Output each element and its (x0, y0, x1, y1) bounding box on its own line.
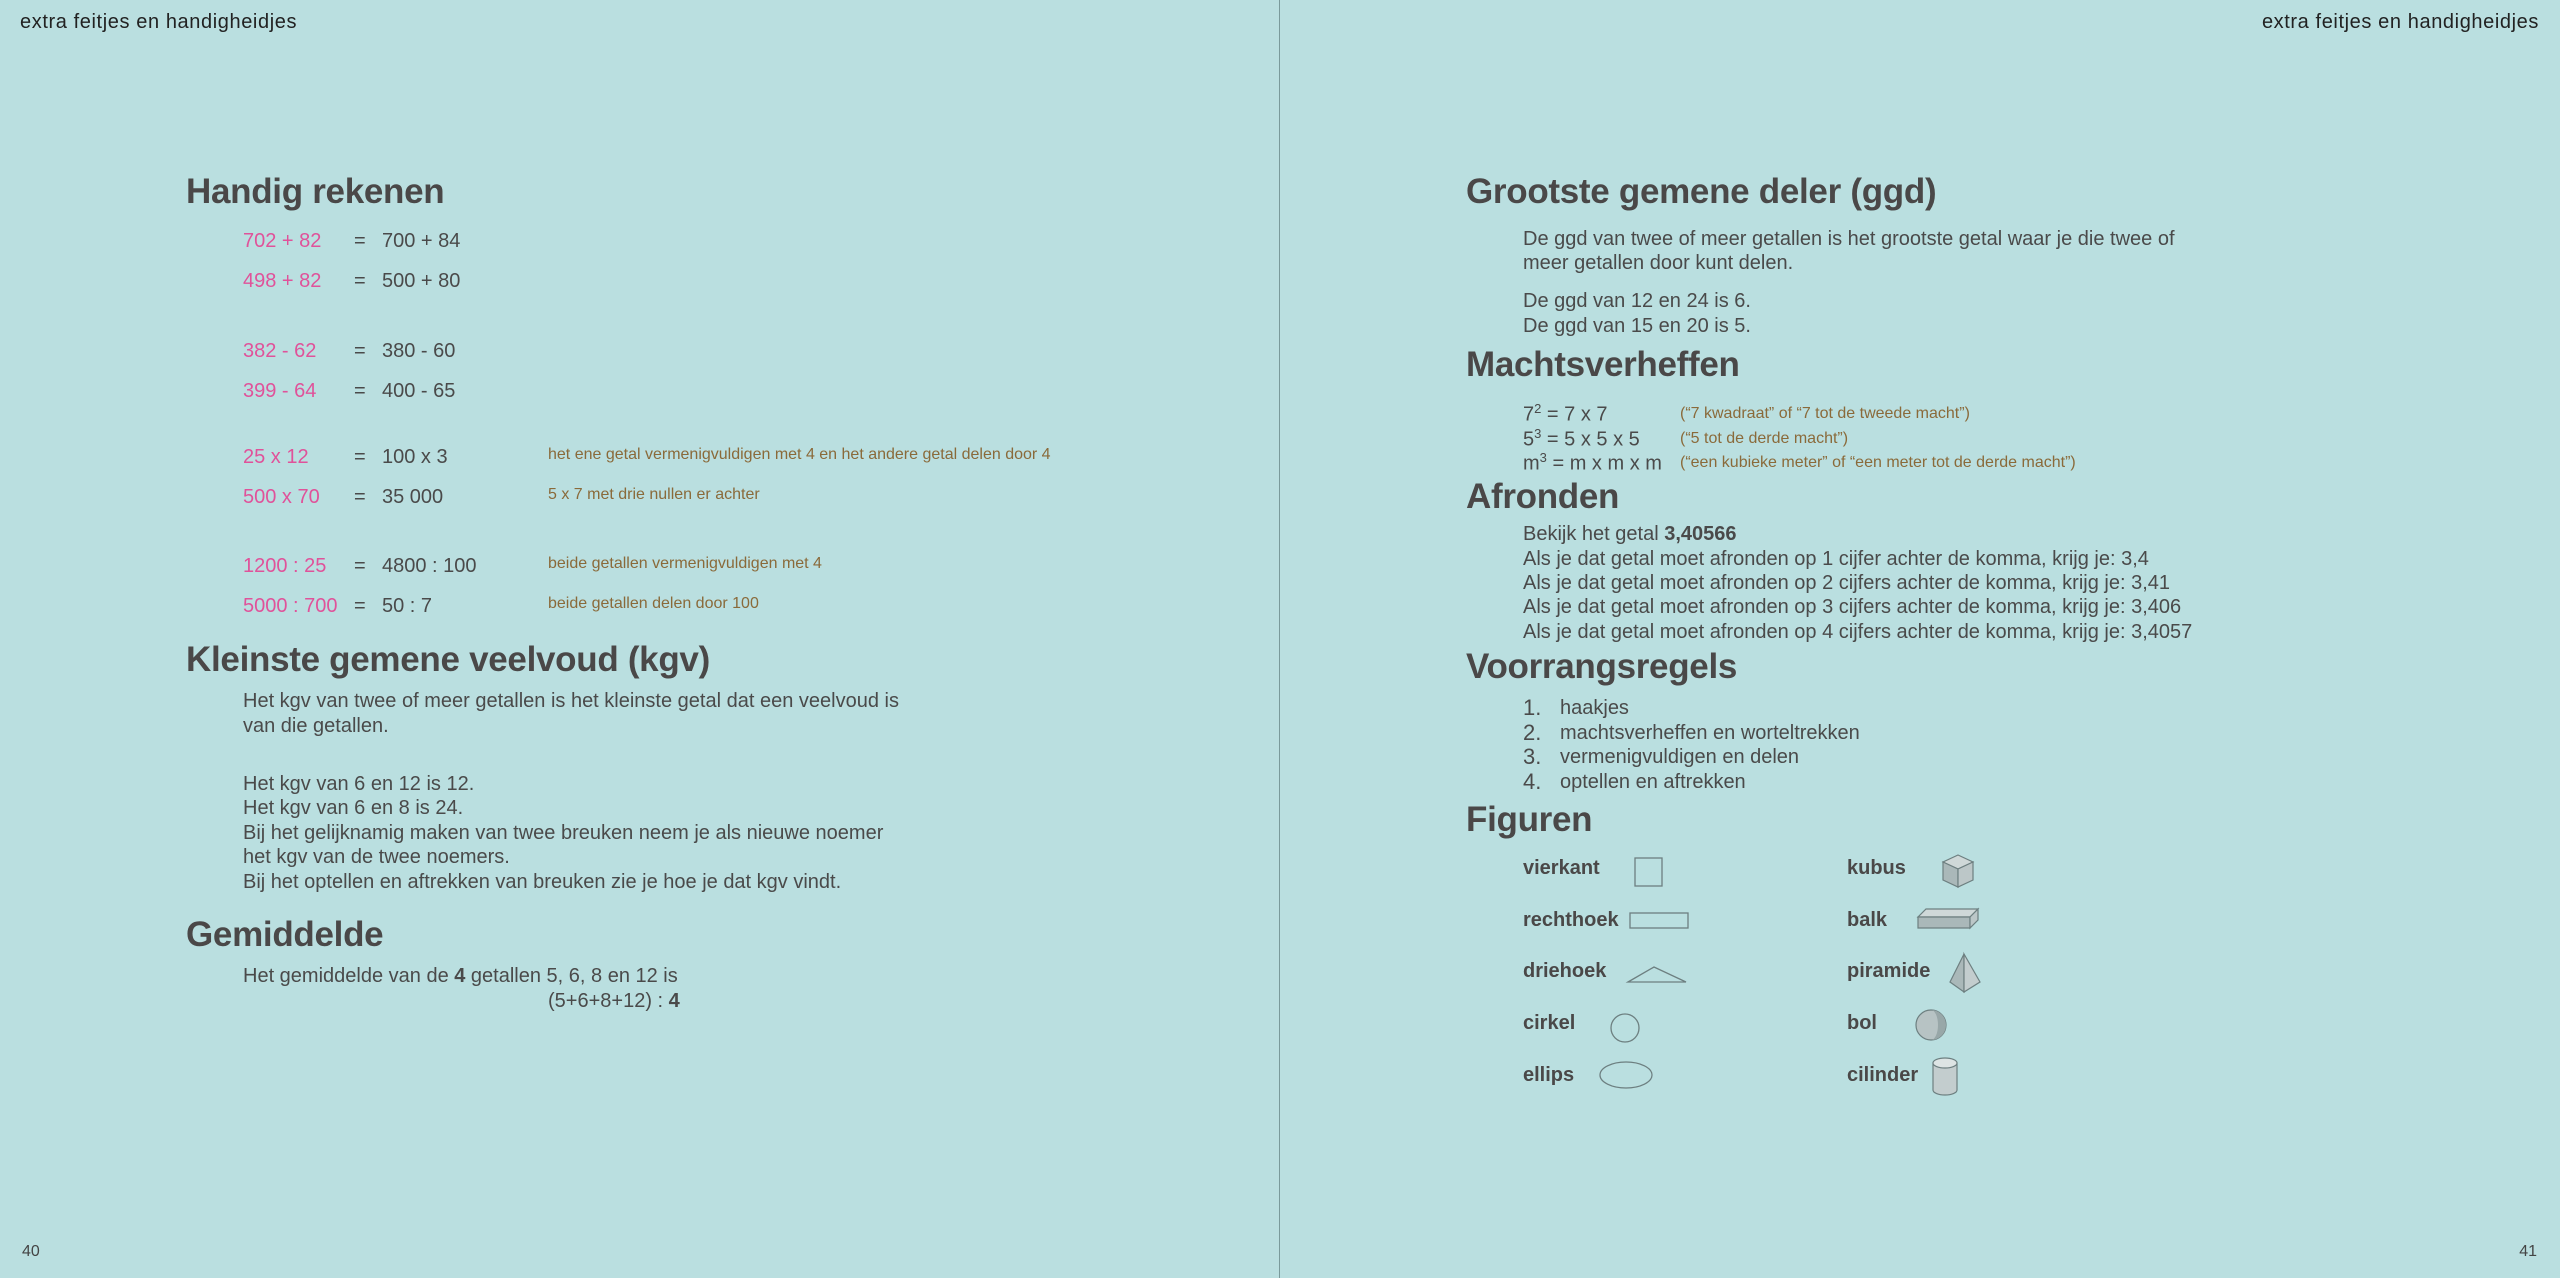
calc-equals: = (354, 595, 366, 617)
ggd-intro-line: De ggd van twee of meer getallen is het grootste getal waar je die twee of (1523, 228, 2175, 250)
text: getallen 5, 6, 8 en 12 is (465, 965, 678, 987)
bold-number: 3,40566 (1664, 523, 1737, 545)
power-expression (1523, 426, 1640, 452)
calc-sum: 25 x 12 (243, 446, 309, 468)
calc-result: 35 000 (382, 486, 444, 508)
kgv-line: Bij het gelijknamig maken van twee breuken neem je als nieuwe noemer (243, 822, 884, 844)
ellipse-icon (1596, 1058, 1656, 1092)
list-number: 1. (1523, 695, 1542, 720)
calc-result: 4800 : 100 (382, 555, 477, 577)
afronden-line: Als je dat getal moet afronden op 4 cijfers achter de komma, krijg je: 3,4057 (1523, 621, 2193, 643)
section-title-figuren: Figuren (1466, 800, 1593, 839)
figure-label-rectangle: rechthoek (1523, 909, 1619, 931)
kgv-intro-line: van die getallen. (243, 715, 389, 737)
gemiddelde-formula (548, 990, 680, 1013)
ggd-example: De ggd van 12 en 24 is 6. (1523, 290, 1751, 312)
text: = 5 x 5 x 5 (1541, 428, 1640, 451)
power-note: (“een kubieke meter” of “een meter tot de derde macht”) (1680, 454, 2076, 471)
power-note: (“5 tot de derde macht”) (1680, 430, 1849, 447)
right-page (1280, 0, 2559, 1278)
power-expression (1523, 450, 1662, 476)
text: m (1523, 452, 1540, 475)
calc-equals: = (354, 486, 366, 508)
text: Het gemiddelde van de (243, 965, 455, 987)
power-note: (“7 kwadraat” of “7 tot de tweede macht”) (1680, 405, 1970, 422)
left-page (0, 0, 1279, 1278)
afronden-line: Als je dat getal moet afronden op 3 cijfers achter de komma, krijg je: 3,406 (1523, 596, 2182, 618)
list-number: 4. (1523, 769, 1542, 794)
power-expression (1523, 401, 1608, 427)
list-item: haakjes (1560, 697, 1629, 719)
text: Bekijk het getal (1523, 523, 1665, 545)
figure-label-sphere: bol (1847, 1012, 1877, 1034)
section-title-gemiddelde: Gemiddelde (186, 915, 384, 954)
calc-note: 5 x 7 met drie nullen er achter (548, 486, 760, 503)
page-number: 41 (2519, 1243, 2537, 1260)
calc-sum: 5000 : 700 (243, 595, 338, 617)
calc-sum: 498 + 82 (243, 270, 322, 292)
calc-equals: = (354, 230, 366, 252)
calc-sum: 1200 : 25 (243, 555, 327, 577)
text: = m x m x m (1546, 452, 1662, 475)
bold-count: 4 (668, 990, 680, 1012)
text: = 7 x 7 (1541, 403, 1608, 426)
kgv-intro-line: Het kgv van twee of meer getallen is het kleinste getal dat een veelvoud is (243, 690, 899, 712)
running-header: extra feitjes en handigheidjes (2261, 11, 2539, 33)
calc-equals: = (354, 270, 366, 292)
figure-label-circle: cirkel (1523, 1012, 1576, 1034)
running-header: extra feitjes en handigheidjes (20, 11, 298, 33)
section-title-voorrangsregels: Voorrangsregels (1466, 647, 1738, 686)
circle-icon (1608, 1011, 1642, 1045)
bold-count: 4 (454, 965, 466, 987)
calc-result: 380 - 60 (382, 340, 456, 362)
kgv-line: Bij het optellen en aftrekken van breuken zie je hoe je dat kgv vindt. (243, 871, 842, 893)
list-item: vermenigvuldigen en delen (1560, 746, 1800, 768)
calc-sum: 382 - 62 (243, 340, 317, 362)
section-title-handig-rekenen: Handig rekenen (186, 172, 445, 211)
pyramid-icon (1944, 950, 1986, 996)
afronden-line: Als je dat getal moet afronden op 2 cijfers achter de komma, krijg je: 3,41 (1523, 572, 2171, 594)
calc-result: 700 + 84 (382, 230, 461, 252)
calc-result: 100 x 3 (382, 446, 448, 468)
list-number: 2. (1523, 720, 1542, 745)
calc-result: 500 + 80 (382, 270, 461, 292)
section-title-machtsverheffen: Machtsverheffen (1466, 345, 1740, 384)
cube-icon (1937, 851, 1979, 891)
ggd-example: De ggd van 15 en 20 is 5. (1523, 315, 1751, 337)
text: 5 (1523, 428, 1535, 451)
list-item: machtsverheffen en worteltrekken (1560, 722, 1860, 744)
gemiddelde-line (243, 965, 678, 988)
figure-label-square: vierkant (1523, 857, 1600, 879)
afronden-line: Als je dat getal moet afronden op 1 cijfer achter de komma, krijg je: 3,4 (1523, 548, 2149, 570)
calc-equals: = (354, 446, 366, 468)
page-number: 40 (22, 1243, 40, 1260)
figure-label-cuboid: balk (1847, 909, 1888, 931)
calc-note: beide getallen vermenigvuldigen met 4 (548, 555, 822, 572)
section-title-kgv: Kleinste gemene veelvoud (kgv) (186, 640, 710, 679)
ggd-intro-line: meer getallen door kunt delen. (1523, 252, 1794, 274)
kgv-line: het kgv van de twee noemers. (243, 846, 510, 868)
sphere-icon (1912, 1006, 1950, 1044)
list-item: optellen en aftrekken (1560, 771, 1746, 793)
calc-sum: 399 - 64 (243, 380, 317, 402)
calc-equals: = (354, 555, 366, 577)
calc-note: het ene getal vermenigvuldigen met 4 en het andere getal delen door 4 (548, 446, 1051, 463)
cylinder-icon (1928, 1054, 1962, 1100)
calc-sum: 702 + 82 (243, 230, 322, 252)
figure-label-ellipse: ellips (1523, 1064, 1575, 1086)
kgv-line: Het kgv van 6 en 12 is 12. (243, 773, 475, 795)
exponent: 2 (1534, 401, 1542, 416)
calc-sum: 500 x 70 (243, 486, 320, 508)
calc-result: 50 : 7 (382, 595, 433, 617)
exponent: 3 (1534, 426, 1542, 441)
calc-result: 400 - 65 (382, 380, 456, 402)
calc-note: beide getallen delen door 100 (548, 595, 759, 612)
section-title-afronden: Afronden (1466, 477, 1620, 516)
exponent: 3 (1539, 450, 1547, 465)
figure-label-cube: kubus (1847, 857, 1906, 879)
section-title-ggd: Grootste gemene deler (ggd) (1466, 172, 1937, 211)
cuboid-icon (1912, 903, 1984, 933)
calc-equals: = (354, 380, 366, 402)
figure-label-cylinder: cilinder (1847, 1064, 1919, 1086)
figure-label-pyramid: piramide (1847, 960, 1931, 982)
text: (5+6+8+12) : (548, 990, 669, 1012)
list-number: 3. (1523, 744, 1542, 769)
text: 7 (1523, 403, 1535, 426)
calc-equals: = (354, 340, 366, 362)
afronden-intro (1523, 523, 1737, 546)
kgv-line: Het kgv van 6 en 8 is 24. (243, 797, 464, 819)
triangle-icon (1624, 960, 1692, 986)
square-icon (1632, 855, 1666, 889)
figure-label-triangle: driehoek (1523, 960, 1607, 982)
rectangle-icon (1626, 908, 1692, 932)
